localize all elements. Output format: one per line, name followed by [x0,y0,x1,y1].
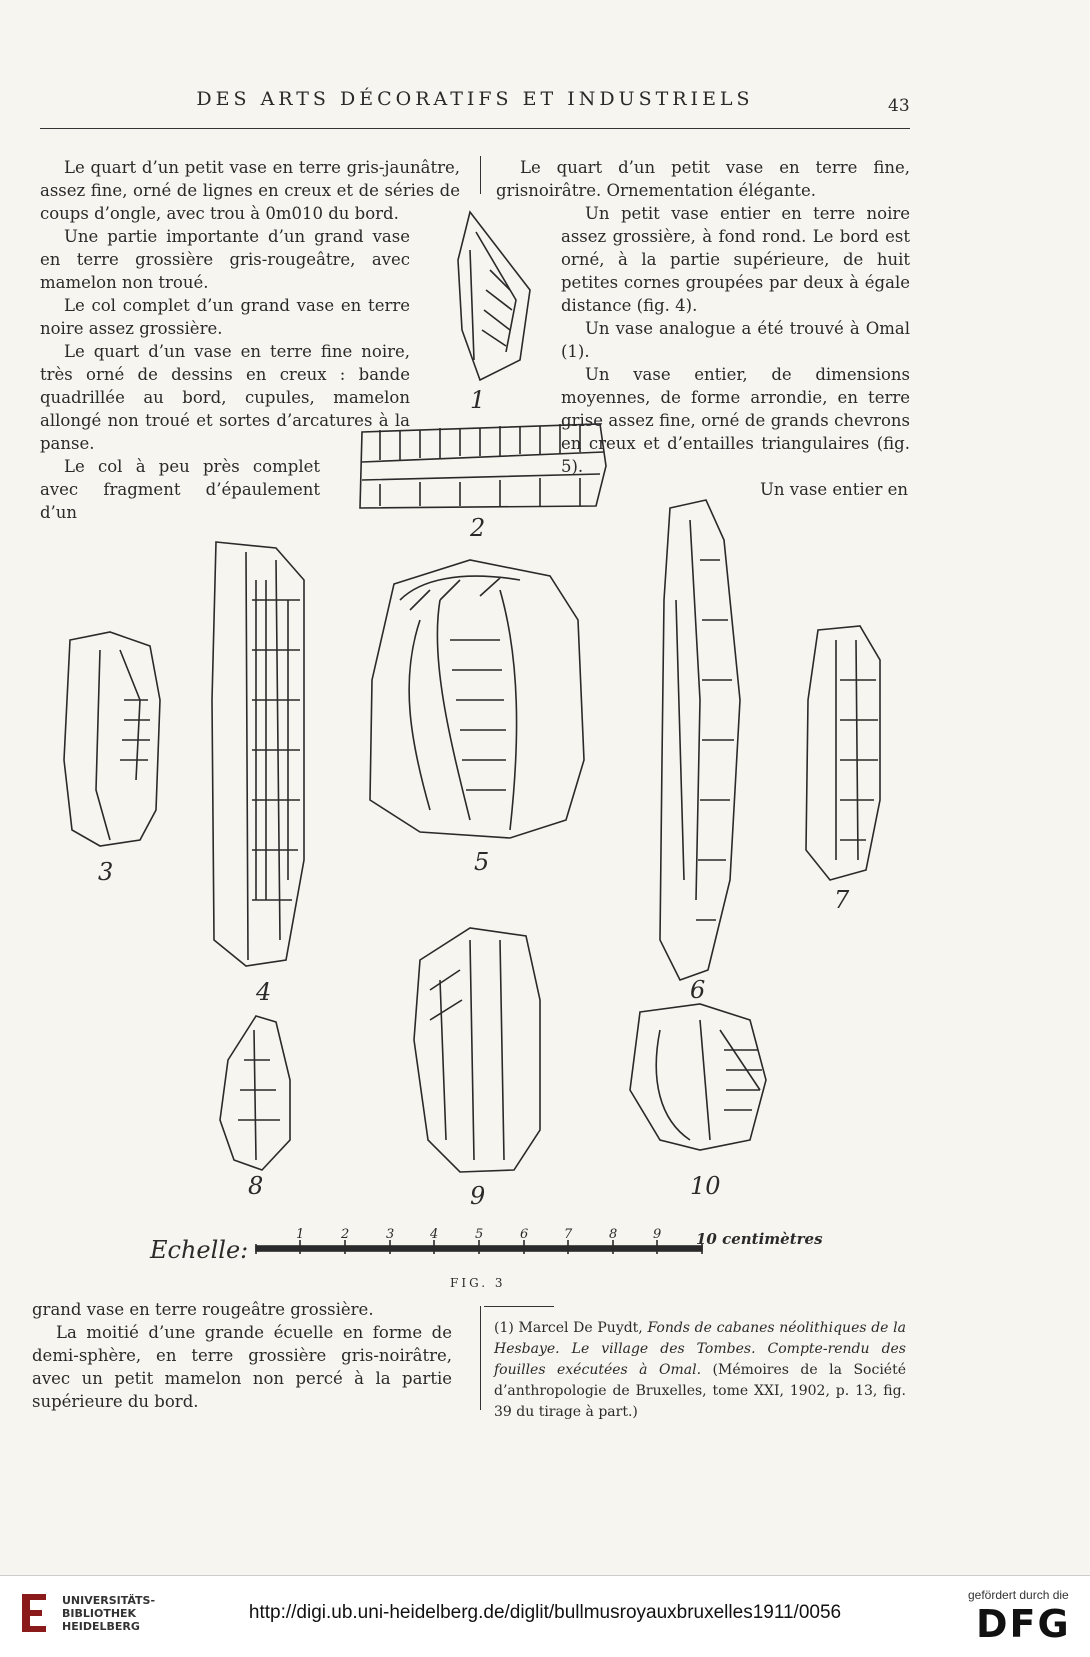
paragraph: Le quart d’un vase en terre fine noire, très orné de dessins en creux : bande quadrillée au bord, cupules, mamelon allongé non troué et sortes d’arcatures à la panse. [40,342,410,453]
artifact-4 [212,542,304,966]
running-header: DES ARTS DÉCORATIFS ET INDUSTRIELS [196,88,754,110]
artifact-7 [806,626,880,880]
paragraph: Le col à peu près complet avec fragment d’épaulement d’un [40,457,320,522]
artifact-2 [360,424,606,508]
label-3: 3 [98,858,114,886]
label-2: 2 [470,514,486,542]
scale-tick: 1 [296,1227,305,1242]
paragraph: Une partie importante d’un grand vase en terre grossière gris-rougeâtre, avec mamelon non troué. [40,227,410,292]
library-name: UNIVERSITÄTS- BIBLIOTHEK HEIDELBERG [62,1594,156,1633]
footnote [494,1318,906,1423]
digitization-footer [0,1575,1090,1657]
paragraph: Le quart d’un petit vase en terre gris-jaunâtre, assez fine, orné de lignes en creux et de séries de coups d’ongle, avec trou à 0m010 du bord. [40,158,460,223]
paragraph: Le quart d’un petit vase en terre fine, grisnoirâtre. Ornementation élégante. [496,158,910,200]
funding-note: gefördert durch die [968,1588,1069,1602]
paragraph: La moitié d’une grande écuelle en forme de demi-sphère, en terre grossière gris-noirâtre, avec un petit mamelon non percé à la partie supérieure du bord. [32,1323,452,1411]
label-5: 5 [474,848,490,876]
scale-unit: 10 centimètres [696,1230,823,1248]
paragraph: Un vase entier en [760,480,909,499]
footnote-author: (1) Marcel De Puydt, [494,1320,643,1336]
artifact-6 [660,500,740,980]
label-7: 7 [834,886,850,914]
scale-tick: 5 [475,1227,484,1242]
artifact-3 [64,632,160,846]
scale-tick: 2 [341,1227,350,1242]
left-column-bottom [32,1298,452,1413]
permalink-url[interactable]: http://digi.ub.uni-heidelberg.de/diglit/bullmusroyauxbruxelles1911/0056 [248,1602,842,1623]
paragraph: Un vase analogue a été trouvé à Omal (1). [561,319,910,361]
scale-tick: 9 [653,1227,662,1242]
paragraph: Un petit vase entier en terre noire assez grossière, à fond rond. Le bord est orné, à la partie supérieure, de huit petites cornes groupées par deux à égale distance (fig. 4). [561,204,910,315]
artifact-8 [220,1016,290,1170]
scale-tick: 8 [609,1227,618,1242]
page-number: 43 [888,96,910,116]
scale-tick: 3 [386,1227,395,1242]
footnote-rule [484,1306,554,1307]
scale-bar [256,1227,702,1254]
label-1: 1 [470,386,486,414]
footnote-title: Fonds de cabanes néolithiques de la Hesbaye. Le village des Tombes. Compte-rendu des fouilles exécutées à Omal. [494,1320,906,1378]
dfg-logo: DFG [976,1602,1071,1646]
paragraph: Un vase entier, de dimensions moyennes, de forme arrondie, en terre grise assez fine, orné de grands chevrons en creux et d’entailles triangulaires (fig. 5). [561,365,910,476]
scale-tick: 7 [564,1227,573,1242]
column-rule-bottom [480,1306,481,1410]
artifact-9 [414,928,540,1172]
paragraph: Le col complet d’un grand vase en terre noire assez grossière. [40,296,410,338]
figure-caption: FIG. 3 [450,1276,506,1290]
label-6: 6 [690,976,706,1004]
scale-tick: 6 [520,1227,529,1242]
label-4: 4 [256,978,272,1006]
scale-tick: 4 [430,1227,439,1242]
label-10: 10 [690,1172,721,1200]
paragraph: grand vase en terre rougeâtre grossière. [32,1300,374,1319]
artifact-10 [630,1004,766,1150]
scale-label: Echelle: [150,1236,249,1264]
label-9: 9 [470,1182,486,1210]
artifact-5 [370,560,584,838]
artifact-1 [458,212,530,380]
label-8: 8 [248,1172,264,1200]
footnote-reference: (Mémoires de la Société d’anthropologie de Bruxelles, tome XXI, 1902, p. 13, fig. 39 du tirage à part.) [494,1362,906,1420]
